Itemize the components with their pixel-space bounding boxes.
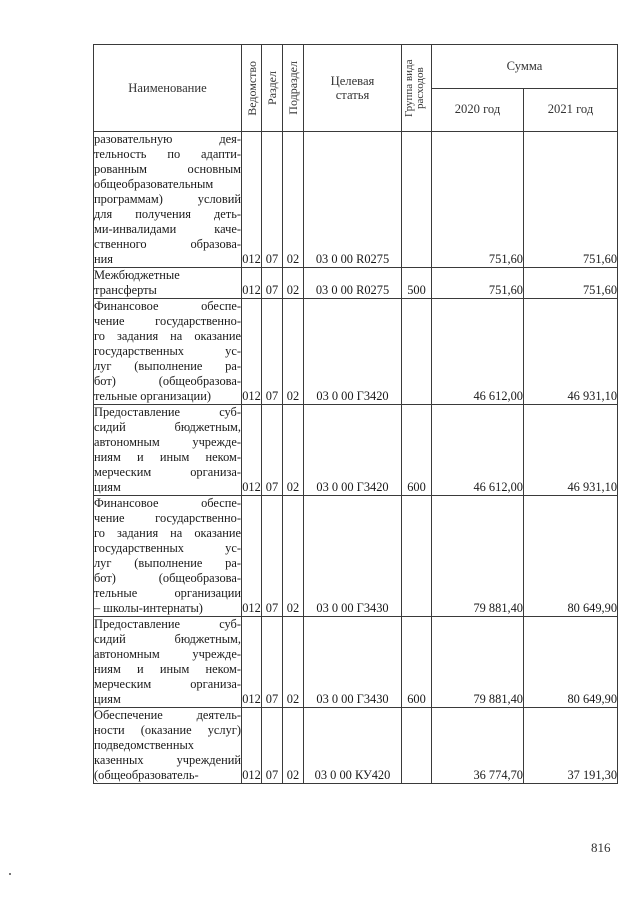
table-row	[94, 405, 618, 496]
row-name	[94, 268, 242, 299]
row-gruppa-vida-rashodov	[402, 496, 432, 617]
column-header-summa: Сумма	[432, 45, 618, 89]
row-gruppa-vida-rashodov	[402, 132, 432, 268]
row-podrazdel: 02	[283, 299, 304, 405]
row-celevaya-statya: 03 0 00 R0275	[304, 132, 402, 268]
row-name-line: ственного образова-	[94, 237, 241, 251]
column-header-celevaya-statya: Целевая статья	[304, 45, 402, 132]
row-name-line: бот) (общеобразова-	[94, 571, 241, 585]
row-celevaya-statya: 03 0 00 Г3420	[304, 299, 402, 405]
row-vedomstvo: 012	[242, 617, 262, 708]
row-name-line: трансферты	[94, 283, 157, 297]
row-name-line: ния	[94, 252, 113, 266]
row-name-line: го задания на оказание	[94, 526, 241, 540]
row-name-line: Межбюджетные	[94, 268, 180, 282]
row-summa-2020: 46 612,00	[432, 405, 524, 496]
row-name-line: ми-инвалидами каче-	[94, 222, 241, 236]
row-vedomstvo: 012	[242, 405, 262, 496]
table-row	[94, 268, 618, 299]
row-gruppa-vida-rashodov: 600	[402, 405, 432, 496]
budget-table	[93, 44, 618, 784]
row-name-line: ности (оказание услуг)	[94, 723, 241, 737]
column-header-2021: 2021 год	[524, 88, 618, 132]
row-name-line: чение государственно-	[94, 314, 241, 328]
row-name-line: циям	[94, 692, 121, 706]
table-row	[94, 132, 618, 268]
row-summa-2021: 37 191,30	[524, 708, 618, 784]
row-celevaya-statya: 03 0 00 КУ420	[304, 708, 402, 784]
row-vedomstvo: 012	[242, 496, 262, 617]
row-name-line: программам) условий	[94, 192, 241, 206]
row-razdel: 07	[262, 299, 283, 405]
row-gruppa-vida-rashodov: 600	[402, 617, 432, 708]
row-name-line: чение государственно-	[94, 511, 241, 525]
row-celevaya-statya: 03 0 00 R0275	[304, 268, 402, 299]
row-celevaya-statya: 03 0 00 Г3430	[304, 496, 402, 617]
row-name	[94, 132, 242, 268]
row-name-line: тельные организации)	[94, 389, 211, 403]
row-podrazdel: 02	[283, 268, 304, 299]
row-name-line: мерческим организа-	[94, 465, 241, 479]
row-name-line: го задания на оказание	[94, 329, 241, 343]
row-summa-2021: 751,60	[524, 268, 618, 299]
scan-mark	[9, 873, 11, 875]
row-razdel: 07	[262, 708, 283, 784]
row-razdel: 07	[262, 496, 283, 617]
row-name-line: государственных ус-	[94, 541, 241, 555]
row-name	[94, 299, 242, 405]
row-name	[94, 405, 242, 496]
table-body	[94, 132, 618, 784]
column-header-2020: 2020 год	[432, 88, 524, 132]
row-gruppa-vida-rashodov	[402, 708, 432, 784]
row-name-line: казенных учреждений	[94, 753, 241, 767]
row-name	[94, 708, 242, 784]
row-name-line: подведомственных	[94, 738, 194, 752]
row-name	[94, 617, 242, 708]
row-vedomstvo: 012	[242, 132, 262, 268]
row-razdel: 07	[262, 405, 283, 496]
row-vedomstvo: 012	[242, 268, 262, 299]
row-name-line: мерческим организа-	[94, 677, 241, 691]
row-name-line: сидий бюджетным,	[94, 632, 241, 646]
page-number: 816	[591, 840, 611, 855]
column-header-vedomstvo: Ведомство	[242, 45, 262, 132]
table-row	[94, 617, 618, 708]
row-gruppa-vida-rashodov: 500	[402, 268, 432, 299]
column-header-razdel: Раздел	[262, 45, 283, 132]
row-name-line: тельные организации	[94, 586, 241, 600]
row-name-line: Финансовое обеспе-	[94, 496, 241, 510]
row-name-line: ниям и иным неком-	[94, 662, 241, 676]
row-summa-2021: 46 931,10	[524, 405, 618, 496]
row-name-line: автономным учрежде-	[94, 647, 241, 661]
row-summa-2020: 46 612,00	[432, 299, 524, 405]
table-row	[94, 708, 618, 784]
row-summa-2020: 79 881,40	[432, 617, 524, 708]
row-name-line: (общеобразователь-	[94, 768, 199, 782]
row-name-line: тельность по адапти-	[94, 147, 241, 161]
row-summa-2021: 80 649,90	[524, 617, 618, 708]
row-vedomstvo: 012	[242, 708, 262, 784]
row-name-line: Обеспечение деятель-	[94, 708, 241, 722]
row-podrazdel: 02	[283, 496, 304, 617]
row-podrazdel: 02	[283, 132, 304, 268]
column-header-podrazdel: Подраздел	[283, 45, 304, 132]
row-gruppa-vida-rashodov	[402, 299, 432, 405]
row-name-line: общеобразовательным	[94, 177, 214, 191]
row-name-line: Предоставление суб-	[94, 617, 241, 631]
column-header-gruppa-vida-rashodov: Группа вида расходов	[402, 45, 432, 132]
column-header-name: Наименование	[94, 45, 242, 132]
row-name	[94, 496, 242, 617]
row-name-line: луг (выполнение ра-	[94, 359, 241, 373]
row-podrazdel: 02	[283, 617, 304, 708]
row-name-line: автономным учрежде-	[94, 435, 241, 449]
row-name-line: сидий бюджетным,	[94, 420, 241, 434]
row-summa-2020: 751,60	[432, 268, 524, 299]
row-name-line: Предоставление суб-	[94, 405, 241, 419]
row-summa-2020: 79 881,40	[432, 496, 524, 617]
row-summa-2021: 751,60	[524, 132, 618, 268]
row-name-line: разовательную дея-	[94, 132, 241, 146]
row-name-line: ниям и иным неком-	[94, 450, 241, 464]
row-summa-2020: 36 774,70	[432, 708, 524, 784]
row-razdel: 07	[262, 268, 283, 299]
row-celevaya-statya: 03 0 00 Г3420	[304, 405, 402, 496]
row-name-line: циям	[94, 480, 121, 494]
table-row	[94, 496, 618, 617]
table-row	[94, 299, 618, 405]
row-razdel: 07	[262, 132, 283, 268]
row-summa-2020: 751,60	[432, 132, 524, 268]
row-razdel: 07	[262, 617, 283, 708]
row-celevaya-statya: 03 0 00 Г3430	[304, 617, 402, 708]
row-name-line: рованным основным	[94, 162, 241, 176]
row-name-line: – школы-интернаты)	[94, 601, 203, 615]
row-name-line: государственных ус-	[94, 344, 241, 358]
row-summa-2021: 46 931,10	[524, 299, 618, 405]
row-podrazdel: 02	[283, 405, 304, 496]
row-name-line: Финансовое обеспе-	[94, 299, 241, 313]
row-name-line: бот) (общеобразова-	[94, 374, 241, 388]
row-vedomstvo: 012	[242, 299, 262, 405]
row-name-line: луг (выполнение ра-	[94, 556, 241, 570]
row-summa-2021: 80 649,90	[524, 496, 618, 617]
row-podrazdel: 02	[283, 708, 304, 784]
row-name-line: для получения деть-	[94, 207, 241, 221]
